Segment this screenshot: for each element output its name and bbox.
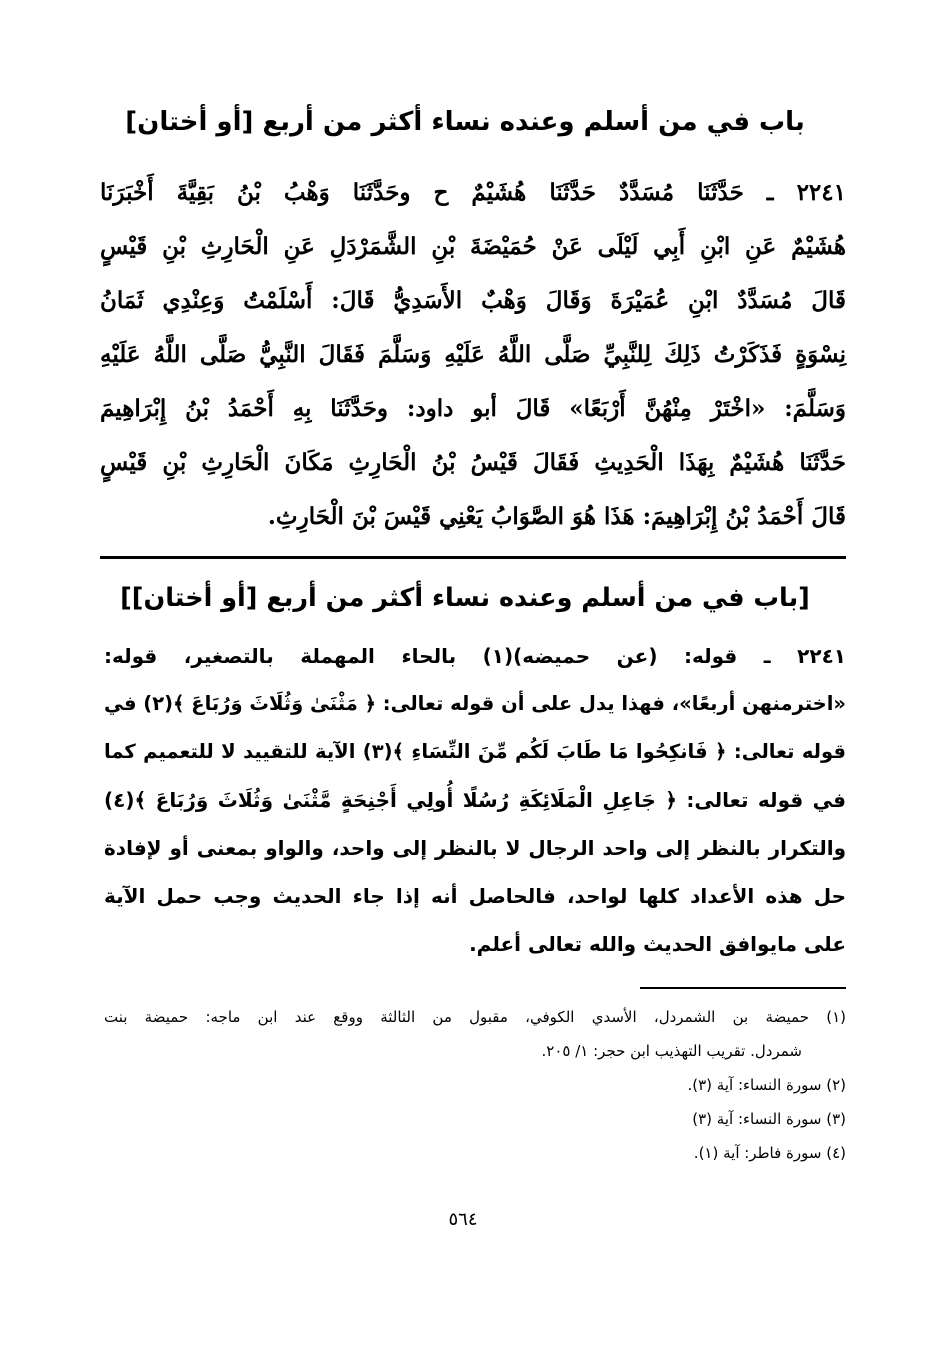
commentary-line: على مايوافق الحديث والله تعالى أعلم. — [469, 932, 846, 956]
commentary-line: قوله تعالى: ﴿ فَانكِحُوا مَا طَابَ لَكُم مِّنَ النِّسَاءِ ﴾(٣) الآية للتقييد لا للتعميم كما — [104, 740, 846, 763]
footnote-line: (٣) سورة النساء: آية (٣) — [692, 1110, 846, 1128]
commentary-line: ٢٢٤١ ـ قوله: (عن حميضه)(١) بالحاء المهملة بالتصغير، قوله: — [104, 644, 846, 668]
hadith-line: وَسَلَّمَ: «اخْتَرْ مِنْهُنَّ أَرْبَعًا» قَالَ أبو داود: وحَدَّثَنَا بِهِ أَحْمَدُ بْنُ إِبْرَاهِيمَ — [100, 395, 846, 422]
commentary-line: «اخترمنهن أربعًا»، فهذا يدل على أن قوله تعالى: ﴿ مَثْنَىٰ وَثُلَاثَ وَرُبَاعَ ﴾(٢) في — [104, 692, 846, 715]
page-number: ٥٦٤ — [448, 1209, 478, 1230]
hadith-line: قَالَ أَحْمَدُ بْنُ إِبْرَاهِيمَ: هَذَا هُوَ الصَّوَابُ يَعْنِي قَيْسَ بْنَ الْحَارِثِ. — [267, 503, 846, 530]
footnote-line: شمردل. تقريب التهذيب ابن حجر: ١/ ٢٠٥. — [541, 1042, 802, 1060]
footnote-line: (١) حميضة بن الشمردل، الأسدي الكوفي، مقبول من الثالثة ووقع عند ابن ماجه: حميضة بنت — [104, 1008, 846, 1026]
hadith-line: قَالَ مُسَدَّدٌ ابْنِ عُمَيْرَةَ وَقَالَ وَهْبٌ الأَسَدِيُّ قَالَ: أَسْلَمْتُ وَعِنْدِي ثَمَانُ — [100, 287, 846, 314]
hadith-line: هُشَيْمٌ عَنِ ابْنِ أَبِي لَيْلَى عَنْ حُمَيْضَةَ بْنِ الشَّمَرْدَلِ عَنِ الْحَارِثِ بْنِ قَيْسٍ — [100, 233, 846, 260]
footnote-divider — [640, 987, 846, 989]
commentary-line: حل هذه الأعداد كلها لواحد، فالحاصل أنه إذا جاء الحديث وجب حمل الآية — [104, 884, 846, 908]
footnotes — [104, 1000, 846, 1170]
hadith-text — [100, 166, 846, 544]
commentary-text — [104, 632, 846, 968]
hadith-line: ٢٢٤١ ـ حَدَّثَنَا مُسَدَّدٌ حَدَّثَنَا هُشَيْمٌ ح وحَدَّثَنَا وَهْبُ بْنُ بَقِيَّةَ أَخْبَرَنَا — [100, 179, 846, 206]
chapter-title: باب في من أسلم وعنده نساء أكثر من أربع [أو أختان] — [125, 107, 805, 137]
footnote-line: (٤) سورة فاطر: آية (١). — [693, 1144, 846, 1162]
hadith-line: حَدَّثَنَا هُشَيْمٌ بِهَذَا الْحَدِيثِ فَقَالَ قَيْسُ بْنُ الْحَارِثِ مَكَانَ الْحَارِثِ بْنِ قَيْسٍ — [100, 449, 846, 476]
commentary-line: والتكرار بالنظر إلى واحد الرجال لا بالنظر إلى واحد، والواو بمعنى أو لإفادة — [104, 836, 846, 860]
commentary-title: [باب في من أسلم وعنده نساء أكثر من أربع [أو أختان]] — [120, 583, 810, 613]
commentary-line: في قوله تعالى: ﴿ جَاعِلِ الْمَلَائِكَةِ رُسُلًا أُولِي أَجْنِحَةٍ مَّثْنَىٰ وَثُلَاثَ وَرُبَاعَ ﴾(٤) — [104, 788, 846, 812]
section-divider — [100, 556, 846, 559]
hadith-line: نِسْوَةٍ فَذَكَرْتُ ذَلِكَ لِلنَّبِيِّ صَلَّى اللَّهُ عَلَيْهِ وَسَلَّمَ فَقَالَ النَّبِيُّ صَلَّى اللَّهُ عَلَيْهِ — [100, 341, 846, 368]
footnote-line: (٢) سورة النساء: آية (٣). — [687, 1076, 846, 1094]
